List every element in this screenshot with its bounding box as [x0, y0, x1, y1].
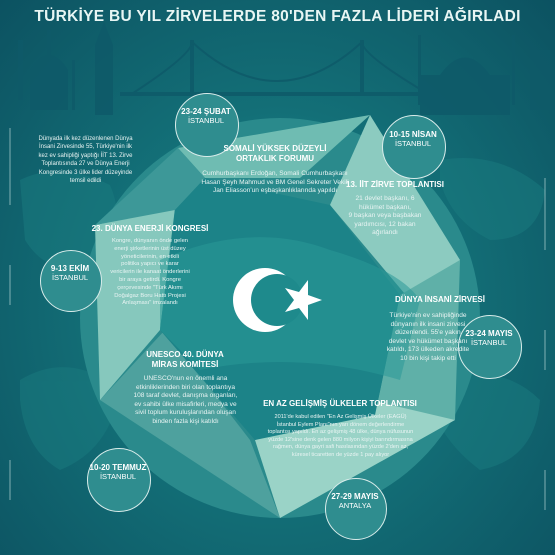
- heading-iit: 13. İİT ZİRVE TOPLANTISI: [346, 180, 444, 189]
- date-iit: 10-15 NİSAN İSTANBUL: [389, 130, 437, 148]
- heading-somali: SOMALİ YÜKSEK DÜZEYLİ ORTAKLIK FORUMU: [223, 144, 327, 163]
- text-somali: Cumhurbaşkanı Erdoğan, Somali Cumhurbaşkanı Hasan Şeyh Mahmud ve BM Genel Sekreter Vekili Jan Eliasson'un eşbaşkanlıklarında yapıldı: [201, 170, 349, 195]
- text-iit: 21 devlet başkanı, 6 hükümet başkanı, 9 başkan veya başbakan yardımcısı, 12 bakan ağırlandı: [348, 195, 422, 237]
- heading-insani: DÜNYA İNSANİ ZİRVESİ: [395, 295, 485, 304]
- text-ekagu: 2011'de kabul edilen "En Az Gelişmiş Ülkeler (EAGÜ) İstanbul Eylem Planı"nın yarı dönem değerlendirme toplantısı yapıldı. En az gelişmiş 48 ülke, dünya nüfusunun yüzde 12'sine denk gelen 880 milyon kişiyi barındırmasına rağmen, dünya gayri safi hasılasından yüzde 2'den az, küresel ticaretten de yüzde 1 pay alıyor: [267, 414, 414, 458]
- date-somali: 23-24 ŞUBAT İSTANBUL: [181, 107, 231, 125]
- date-ekagu: 27-29 MAYIS ANTALYA: [331, 492, 379, 510]
- text-enerji: Kongre, dünyanın önde gelen enerji şirketlerinin üst düzey yöneticilerinin, en etkili politika yapıcı ve karar vericilerin ile kanaat önderlerini bir araya getirdi. Kongre çerçevesinde "Türk Akımı Doğalgaz Boru Hattı Projesi Anlaşması" imzalandı: [110, 238, 190, 307]
- heading-enerji: 23. DÜNYA ENERJİ KONGRESİ: [91, 224, 209, 233]
- date-insani: 23-24 MAYIS İSTANBUL: [465, 329, 513, 347]
- text-insani: Türkiye'nin ev sahipliğinde dünyanın ilk insani zirvesi düzenlendi. 55'e yakın devlet ve hükümet başkanı katıldı, 173 ülkeden akredite 10 bin kişi takip etti: [386, 312, 470, 362]
- text-unesco: UNESCO'nun en önemli ana etkinliklerinden biri olan toplantıya 108 taraf devlet, danışma organları, ev sahibi ülke misafirleri, medya ve sivil toplum kuruluşlarından oluşan binden fazla kişi katıldı: [133, 375, 238, 425]
- page-title: TÜRKİYE BU YIL ZİRVELERDE 80'DEN FAZLA LİDERİ AĞIRLADI: [34, 8, 521, 25]
- heading-ekagu: EN AZ GELİŞMİŞ ÜLKELER TOPLANTISI: [263, 399, 417, 408]
- date-enerji: 9-13 EKİM İSTANBUL: [50, 264, 90, 282]
- date-unesco: 10-20 TEMMUZ İSTANBUL: [89, 463, 147, 481]
- heading-unesco: UNESCO 40. DÜNYA MİRAS KOMİTESİ: [146, 350, 224, 369]
- text-summary: Dünyada ilk kez düzenlenen Dünya İnsani Zirvesinde 55, Türkiye'nin ilk kez ev sahipliği yaptığı İİT 13. Zirve Toplantısında 27 ve Dünya Enerji Kongresinde 3 ülke lider düzeyinde temsil edildi: [38, 136, 133, 185]
